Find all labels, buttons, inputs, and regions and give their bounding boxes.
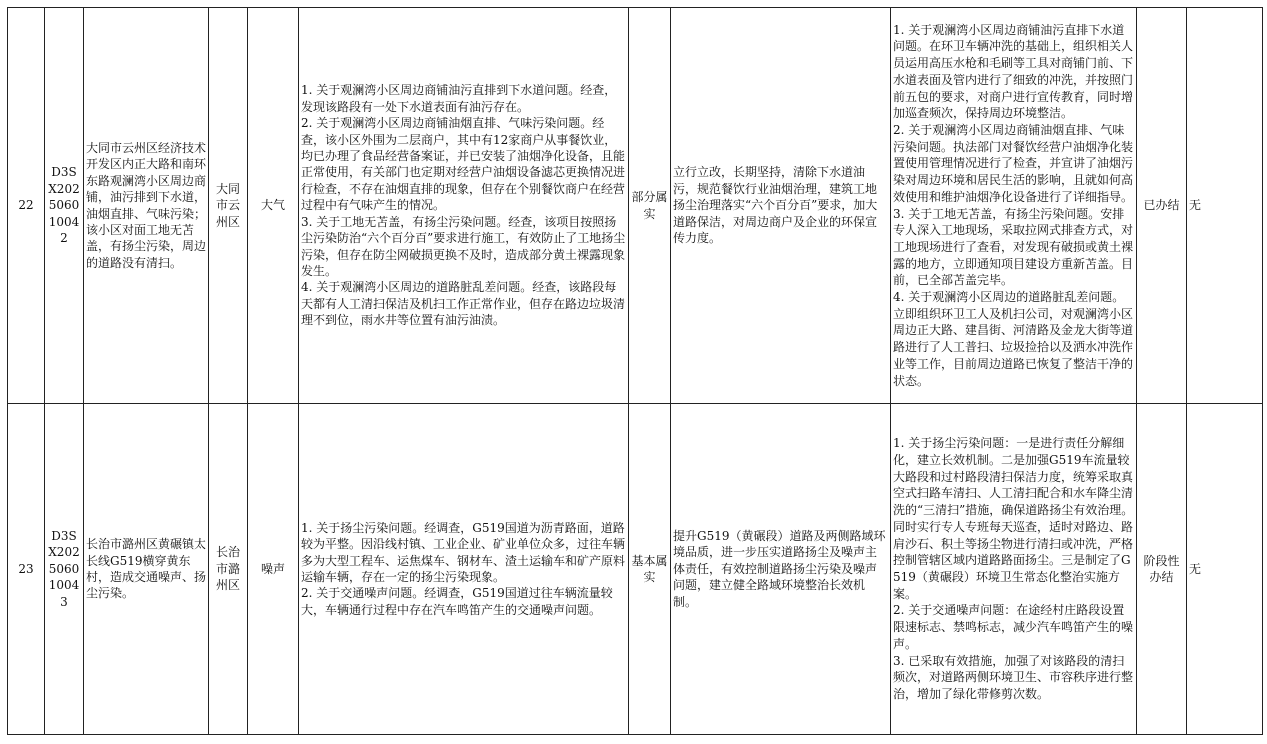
- case-code: D3SX202506010042: [45, 8, 84, 404]
- rectification-measures: 1. 关于扬尘污染问题：一是进行责任分解细化，建立长效机制。二是加强G519车流量较大路段和过村路段清扫保洁力度，统筹采取真空式扫路车清扫、人工清扫配合和水车降尘清洗的“三清扫”措施，确保道路扬尘有效治理。同时实行专人专班每天巡查，适时对路边、路肩沙石、积土等扬尘物进行清扫或冲洗，严格控制管辖区域内道路路面扬尘。三是制定了G519（黄碾段）环境卫生常态化整治实施方案。 2. 关于交通噪声问题：在途经村庄路段设置限速标志、禁鸣标志，减少汽车鸣笛产生的噪声。 3. 已采取有效措施，加强了对该路段的清扫频次，对道路两侧环境卫生、市容秩序进行整治，增加了绿化带修剪次数。: [891, 404, 1137, 735]
- rectification-requirement: 提升G519（黄碾段）道路及两侧路域环境品质，进一步压实道路扬尘及噪声主体责任，有效控制道路扬尘污染及噪声问题，建立健全路域环境整治长效机制。: [671, 404, 891, 735]
- verdict: 基本属实: [629, 404, 671, 735]
- table-row: [8, 8, 1263, 404]
- case-status: 已办结: [1137, 8, 1187, 404]
- petition-table: [7, 7, 1263, 735]
- row-number: 23: [8, 404, 45, 735]
- pollution-type: 噪声: [248, 404, 299, 735]
- accountability: 无: [1187, 404, 1263, 735]
- row-number: 22: [8, 8, 45, 404]
- accountability: 无: [1187, 8, 1263, 404]
- pollution-type: 大气: [248, 8, 299, 404]
- complaint-content: 大同市云州区经济技术开发区内正大路和南环东路观澜湾小区周边商铺，油污排到下水道，油烟直排、气味污染；该小区对面工地无苫盖，有扬尘污染，周边的道路没有清扫。: [84, 8, 209, 404]
- case-status: 阶段性办结: [1137, 404, 1187, 735]
- investigation-findings: 1. 关于扬尘污染问题。经调查，G519国道为沥青路面，道路较为平整。因沿线村镇、工业企业、矿业单位众多，过往车辆多为大型工程车、运焦煤车、钢材车、渣土运输车和矿产原料运输车辆，存在一定的扬尘污染现象。 2. 关于交通噪声问题。经调查，G519国道过往车辆流量较大，车辆通行过程中存在汽车鸣笛产生的交通噪声问题。: [299, 404, 629, 735]
- rectification-measures: 1. 关于观澜湾小区周边商铺油污直排下水道问题。在环卫车辆冲洗的基础上，组织相关人员运用高压水枪和毛刷等工具对商铺门前、下水道表面及管内进行了细致的冲洗，并按照门前五包的要求，对商户进行宣传教育，同时增加巡查频次，保持周边环境整洁。 2. 关于观澜湾小区周边商铺油烟直排、气味污染问题。执法部门对餐饮经营户油烟净化装置使用管理情况进行了检查，并宣讲了油烟污染对周边环境和居民生活的影响，且就如何高效使用和维护油烟净化设备进行了详细指导。 3. 关于工地无苫盖，有扬尘污染问题。安排专人深入工地现场，采取拉网式排查方式，对工地现场进行了查看，对发现有破损或黄土裸露的地方，立即通知项目建设方重新苫盖。目前，已全部苫盖完毕。 4. 关于观澜湾小区周边的道路脏乱差问题。立即组织环卫工人及机扫公司，对观澜湾小区周边正大路、建昌街、河清路及金龙大街等道路进行了人工普扫、垃圾捡拾以及洒水冲洗作业等工作，目前周边道路已恢复了整洁干净的状态。: [891, 8, 1137, 404]
- verdict: 部分属实: [629, 8, 671, 404]
- region: 大同市云州区: [209, 8, 248, 404]
- complaint-content: 长治市潞州区黄碾镇太长线G519横穿黄东村，造成交通噪声、扬尘污染。: [84, 404, 209, 735]
- table-row: [8, 404, 1263, 735]
- case-code: D3SX202506010043: [45, 404, 84, 735]
- rectification-requirement: 立行立改，长期坚持，清除下水道油污，规范餐饮行业油烟治理，建筑工地扬尘治理落实“六个百分百”要求，加大道路保洁，对周边商户及企业的环保宣传力度。: [671, 8, 891, 404]
- region: 长治市潞州区: [209, 404, 248, 735]
- investigation-findings: 1. 关于观澜湾小区周边商铺油污直排到下水道问题。经查，发现该路段有一处下水道表面有油污存在。 2. 关于观澜湾小区周边商铺油烟直排、气味污染问题。经查，该小区外围为二层商户，其中有12家商户从事餐饮业，均已办理了食品经营备案证，并已安装了油烟净化设备，且能正常使用，有关部门也定期对经营户油烟设备滤芯更换情况进行检查，不存在油烟直排的现象，但存在个别餐饮商户在经营过程中有气味产生的情况。 3. 关于工地无苫盖，有扬尘污染问题。经查，该项目按照扬尘污染防治“六个百分百”要求进行施工，有效防止了工地扬尘污染，但存在防尘网破损更换不及时，造成部分黄土裸露现象发生。 4. 关于观澜湾小区周边的道路脏乱差问题。经查，该路段每天都有人工清扫保洁及机扫工作正常作业，但存在路边垃圾清理不到位，雨水井等位置有油污油渍。: [299, 8, 629, 404]
